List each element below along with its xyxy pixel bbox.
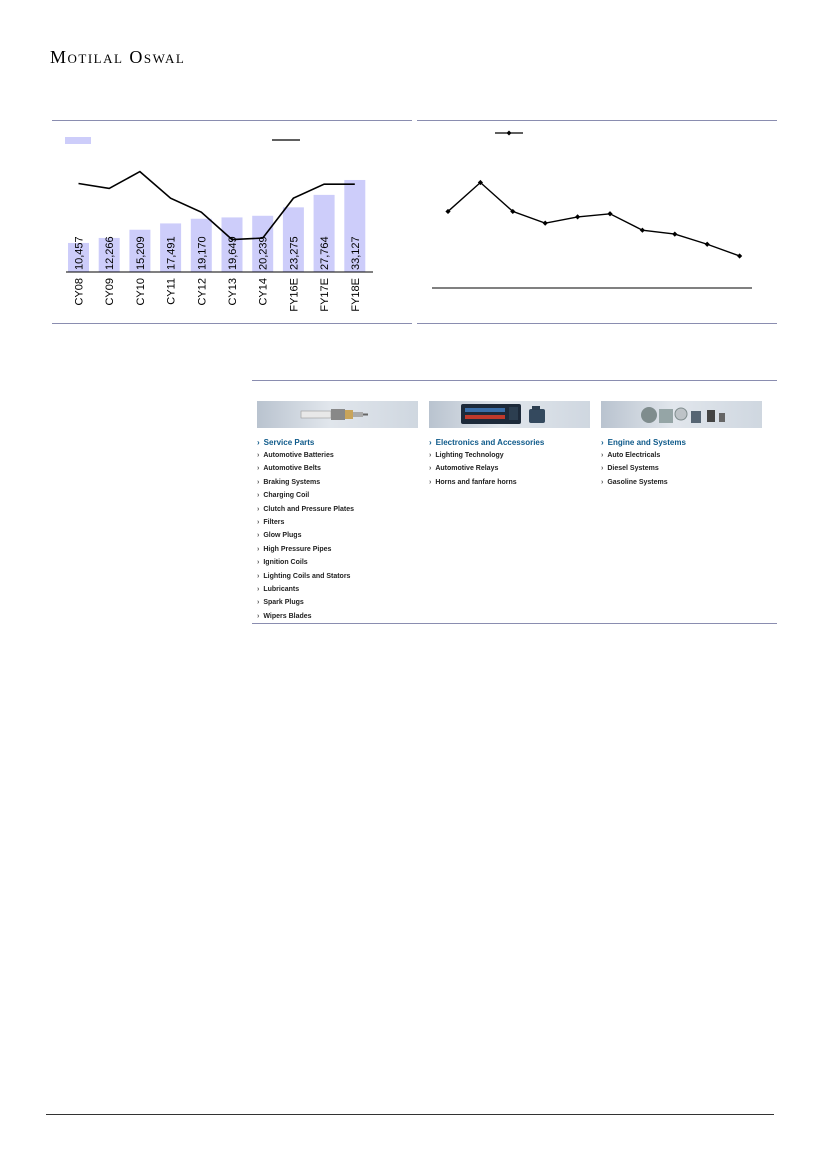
footer-rule <box>46 1114 774 1115</box>
revenue-chart <box>52 121 412 323</box>
electronics-image <box>429 401 590 428</box>
data-point <box>737 253 742 258</box>
legend-marker <box>507 131 512 136</box>
x-tick-label: CY13 <box>227 278 239 306</box>
product-item-label: Lighting Technology <box>435 452 504 459</box>
x-tick-label: FY17E <box>319 278 332 312</box>
data-label: 23,275 <box>288 236 301 270</box>
x-tick-label: CY08 <box>73 278 86 306</box>
product-item-label: Lubricants <box>263 585 300 593</box>
chevron-right-icon: › <box>601 452 604 459</box>
product-item[interactable] <box>429 462 590 475</box>
product-item[interactable] <box>601 462 762 475</box>
chevron-right-icon: › <box>257 518 260 526</box>
product-item[interactable] <box>257 503 418 516</box>
product-column-engine-systems <box>601 401 762 489</box>
chevron-right-icon: › <box>601 465 604 473</box>
product-item-label: Filters <box>263 518 285 526</box>
product-item[interactable] <box>429 476 590 489</box>
product-item[interactable] <box>257 570 418 583</box>
x-tick-label: CY14 <box>257 278 270 306</box>
data-label: 17,491 <box>165 236 178 270</box>
spark-plug-image <box>257 401 418 428</box>
product-item-label: Clutch and Pressure Plates <box>263 505 354 513</box>
data-label: 12,266 <box>104 236 117 270</box>
chevron-right-icon: › <box>257 559 260 567</box>
chevron-right-icon: › <box>257 572 260 580</box>
left-chart-bottom-rule <box>52 323 412 324</box>
x-tick-label: CY09 <box>104 278 117 306</box>
product-item-label: Spark Plugs <box>263 599 304 607</box>
x-tick-label: CY11 <box>165 278 178 305</box>
chevron-right-icon: › <box>257 438 260 447</box>
chevron-right-icon: › <box>429 465 432 473</box>
product-item[interactable] <box>257 583 418 596</box>
product-item-label: Automotive Batteries <box>263 452 334 459</box>
series-line <box>79 172 355 240</box>
data-label: 19,170 <box>196 236 209 270</box>
series-line <box>448 183 740 256</box>
chevron-right-icon: › <box>257 452 260 459</box>
data-point <box>607 211 612 216</box>
product-item-label: Glow Plugs <box>263 532 302 540</box>
product-item-label: Automotive Belts <box>263 465 321 473</box>
product-item[interactable] <box>429 449 590 462</box>
product-item-label: Auto Electricals <box>607 452 661 459</box>
product-item[interactable] <box>257 476 418 489</box>
chevron-right-icon: › <box>601 438 604 447</box>
product-item[interactable] <box>601 476 762 489</box>
data-point <box>575 214 580 219</box>
chevron-right-icon: › <box>257 505 260 513</box>
chevron-right-icon: › <box>257 612 260 620</box>
product-item[interactable] <box>257 543 418 556</box>
product-item[interactable] <box>257 556 418 569</box>
data-label: 10,457 <box>73 236 86 270</box>
data-point <box>640 228 645 233</box>
product-item[interactable] <box>257 462 418 475</box>
product-item-label: Wipers Blades <box>263 612 312 620</box>
product-item-label: Charging Coil <box>263 492 310 500</box>
margin-chart <box>417 121 777 323</box>
x-tick-label: CY10 <box>134 278 147 306</box>
product-item[interactable] <box>257 449 418 462</box>
product-item[interactable] <box>257 529 418 542</box>
chevron-right-icon: › <box>257 532 260 540</box>
chevron-right-icon: › <box>429 438 432 447</box>
chevron-right-icon: › <box>601 478 604 486</box>
chevron-right-icon: › <box>257 465 260 473</box>
product-item[interactable] <box>257 489 418 502</box>
product-item-label: Lighting Coils and Stators <box>263 572 351 580</box>
product-portfolio <box>252 381 777 623</box>
product-column-electronics <box>429 401 590 489</box>
data-label: 33,127 <box>349 236 362 270</box>
chevron-right-icon: › <box>257 599 260 607</box>
data-point <box>705 242 710 247</box>
legend-bar-swatch <box>65 137 91 144</box>
chevron-right-icon: › <box>257 545 260 553</box>
brand-logo: Motilal Oswal <box>50 47 186 67</box>
products-bottom-rule <box>252 623 777 624</box>
product-item[interactable] <box>601 449 762 462</box>
product-heading[interactable]: › Engine and Systems <box>601 438 686 447</box>
product-heading[interactable]: › Service Parts <box>257 438 315 447</box>
engine-parts-image <box>601 401 762 428</box>
right-chart-bottom-rule <box>417 323 777 324</box>
data-label: 15,209 <box>134 236 147 270</box>
product-item-label: Horns and fanfare horns <box>435 478 517 486</box>
chevron-right-icon: › <box>257 492 260 500</box>
data-point <box>672 231 677 236</box>
product-item[interactable] <box>257 610 418 623</box>
data-label: 20,239 <box>257 236 270 270</box>
data-point <box>543 221 548 226</box>
product-item[interactable] <box>257 516 418 529</box>
product-item[interactable] <box>257 596 418 609</box>
product-item-label: Ignition Coils <box>263 559 308 567</box>
product-item-label: High Pressure Pipes <box>263 545 332 553</box>
data-label: 27,764 <box>319 236 332 270</box>
x-tick-label: FY18E <box>349 278 362 312</box>
chevron-right-icon: › <box>257 478 260 486</box>
product-item-label: Diesel Systems <box>607 465 659 473</box>
chevron-right-icon: › <box>429 478 432 486</box>
product-heading[interactable]: › Electronics and Accessories <box>429 438 545 447</box>
x-tick-label: CY12 <box>196 278 209 306</box>
chevron-right-icon: › <box>257 585 260 593</box>
product-item-label: Automotive Relays <box>435 465 499 473</box>
data-label: 19,649 <box>227 236 239 270</box>
x-tick-label: FY16E <box>288 278 301 312</box>
product-column-service-parts <box>257 401 418 623</box>
product-item-label: Braking Systems <box>263 478 321 486</box>
product-item-label: Gasoline Systems <box>607 478 668 486</box>
chevron-right-icon: › <box>429 452 432 459</box>
